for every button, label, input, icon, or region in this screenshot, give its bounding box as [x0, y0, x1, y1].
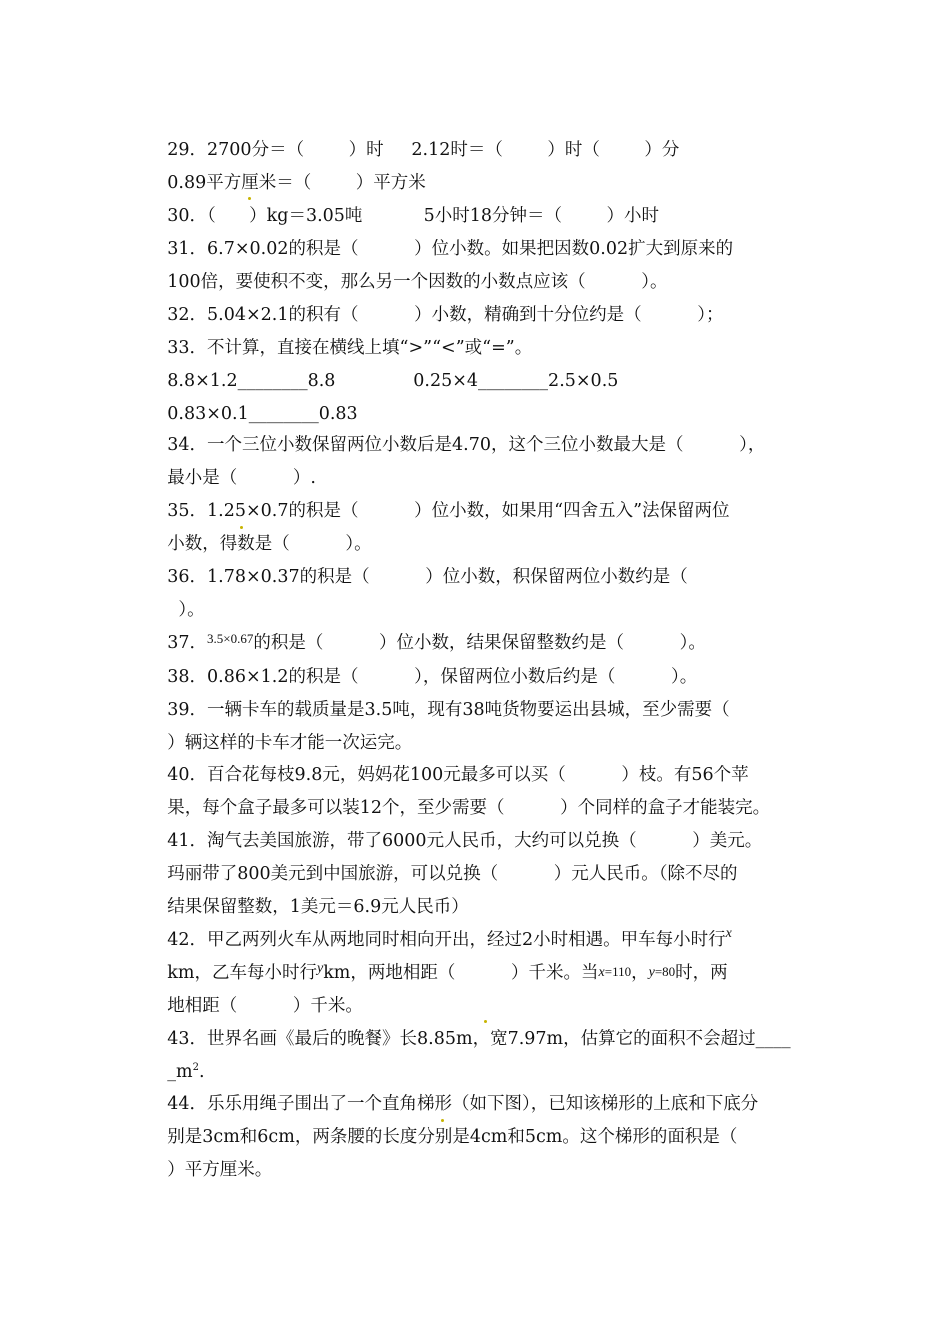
q40-line-2: 果，每个盒子最多可以装12个，至少需要（ ）个同样的盒子才能装完。 — [167, 798, 771, 818]
q37-expression: 3.5×0.67 — [207, 631, 254, 646]
q30-line: 30．（ ）kg＝3.05吨 5小时18分钟＝（ ）小时 — [167, 206, 660, 226]
q32-line: 32．5.04×2.1的积有（ ）小数，精确到十分位约是（ ）； — [167, 305, 724, 325]
q29-line: 29．2700分＝（ ）时 2.12时＝（ ）时（ ）分 — [167, 140, 680, 160]
marker-dot — [240, 526, 243, 529]
q43-line-2: $\_m^2$. — [167, 1062, 205, 1082]
marker-dot — [441, 1119, 444, 1122]
q42-line-3: 地相距（ ）千米。 — [167, 996, 363, 1016]
q39-line: 39．一辆卡车的载质量是3.5吨，现有38吨货物要运出县城，至少需要（ — [167, 700, 730, 720]
q33-compare-1: 8.8×1.2________8.8 0.25×4________2.5×0.5 — [167, 371, 619, 391]
variable-y: y — [316, 961, 324, 976]
q34-line-2: 最小是（ ）. — [167, 468, 316, 488]
q33-compare-2: 0.83×0.1________0.83 — [167, 404, 358, 424]
q41-line-3: 结果保留整数，1美元＝6.9元人民币） — [167, 897, 469, 917]
variable-x: x — [725, 926, 732, 941]
q42-line: 42．甲乙两列火车从两地同时相向开出，经过2小时相遇。甲车每小时行$^x$ — [167, 926, 732, 950]
q40-line: 40．百合花每枝9.8元，妈妈花100元最多可以买（ ）枝。有56个苹 — [167, 765, 749, 785]
marker-dot — [248, 197, 251, 200]
variable-y: y — [648, 965, 655, 980]
q36-line-2: ）。 — [167, 600, 205, 620]
q29-line-2: 0.89平方厘米＝（ ）平方米 — [167, 173, 426, 193]
q37-line: 37．$^{3.5\times 0.67}$的积是（ ）位小数，结果保留整数约是（ ）。 — [167, 631, 706, 653]
q31-line-2: 100倍，要使积不变，那么另一个因数的小数点应该（ ）。 — [167, 272, 668, 292]
q44-line-2: 别是3cm和6cm，两条腰的长度分别是4cm和5cm。这个梯形的面积是（ — [167, 1127, 738, 1147]
variable-x: x — [598, 965, 605, 980]
q33-line: 33．不计算，直接在横线上填“>”“<”或“=”。 — [167, 338, 533, 358]
q34-line: 34．一个三位小数保留两位小数后是4.70，这个三位小数最大是（ ）， — [167, 435, 766, 455]
q39-line-2: ）辆这样的卡车才能一次运完。 — [167, 733, 413, 753]
q31-line: 31．6.7×0.02的积是（ ）位小数。如果把因数0.02扩大到原来的 — [167, 239, 734, 259]
q35-line: 35．1.25×0.7的积是（ ）位小数，如果用“四舍五入”法保留两位 — [167, 501, 730, 521]
q36-line: 36．1.78×0.37的积是（ ）位小数，积保留两位小数约是（ — [167, 567, 688, 587]
q43-line: 43．世界名画《最后的晚餐》长8.85m，宽7.97m，估算它的面积不会超过____ — [167, 1029, 791, 1049]
q42-line-2: km，乙车每小时行$^y$km，两地相距（ ）千米。当x=110，y=80时，两 — [167, 961, 728, 983]
q38-line: 38．0.86×1.2的积是（ ），保留两位小数后约是（ ）。 — [167, 667, 698, 687]
q41-line: 41．淘气去美国旅游，带了6000元人民币，大约可以兑换（ ）美元。 — [167, 831, 763, 851]
marker-dot — [484, 1020, 487, 1023]
q41-line-2: 玛丽带了800美元到中国旅游，可以兑换（ ）元人民币。（除不尽的 — [167, 864, 738, 884]
q44-line: 44．乐乐用绳子围出了一个直角梯形（如下图），已知该梯形的上底和下底分 — [167, 1094, 759, 1114]
q35-line-2: 小数，得数是（ ）。 — [167, 534, 372, 554]
q44-line-3: ）平方厘米。 — [167, 1160, 273, 1180]
